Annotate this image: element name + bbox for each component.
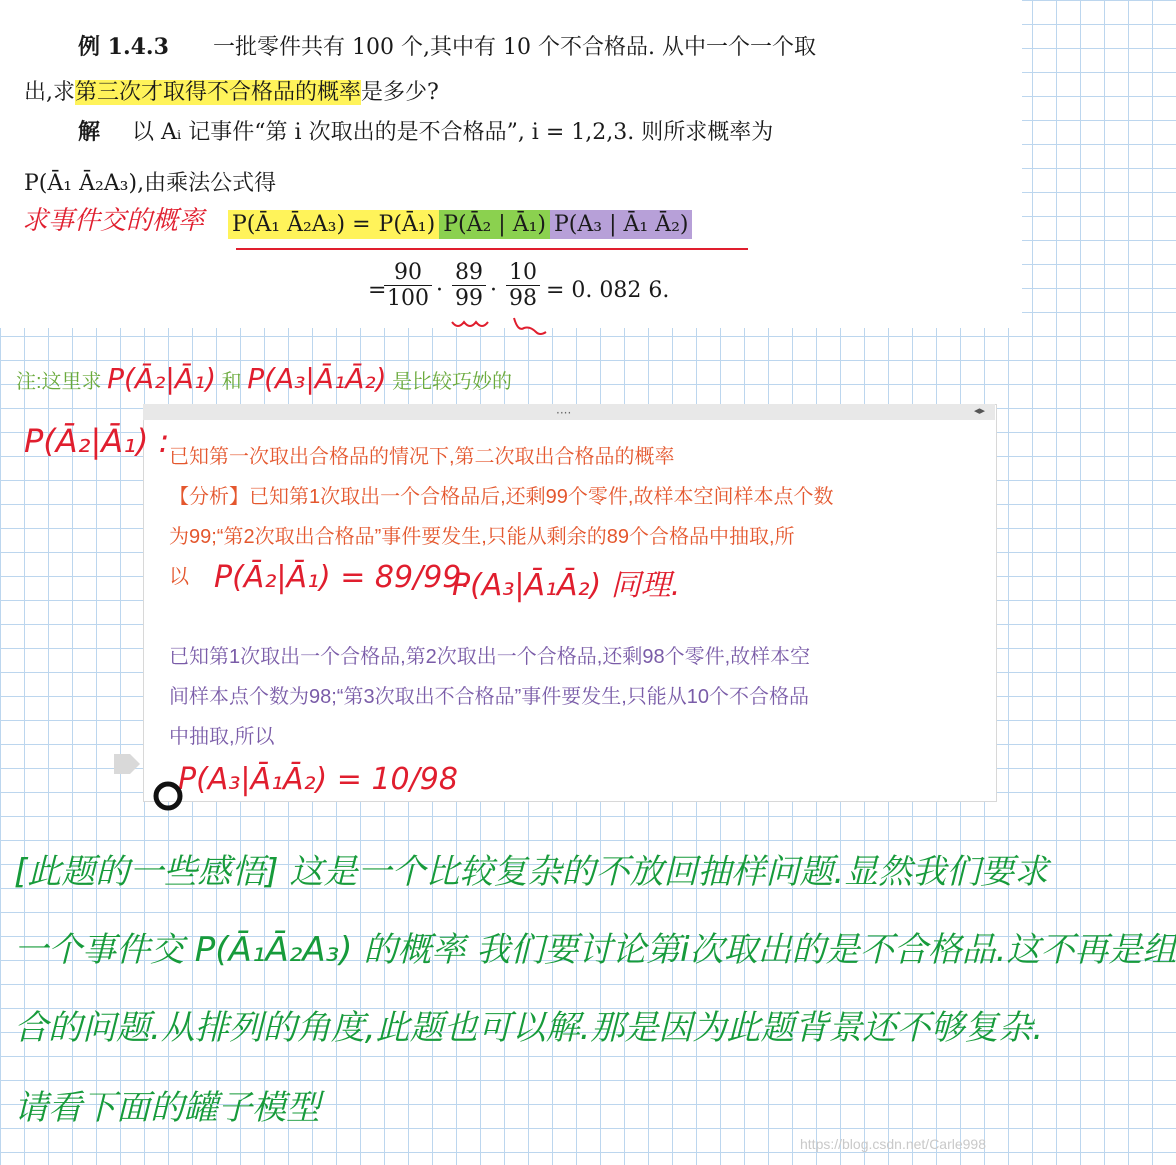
example-line2-suffix: 是多少? xyxy=(361,80,439,105)
solution-line2: P(Ā₁ Ā₂A₃),由乘法公式得 xyxy=(24,171,277,196)
reflection-line1: [此题的一些感悟] 这是一个比较复杂的不放回抽样问题.显然我们要求 xyxy=(14,852,1049,892)
orange-line4: 以 xyxy=(169,566,189,588)
purple-line2: 间样本点个数为98;“第3次取出不合格品”事件要发生,只能从10个不合格品 xyxy=(169,686,810,708)
reflection-line2: 一个事件交 P(Ā₁Ā₂A₃) 的概率 我们要讨论第i次取出的是不合格品.这不再是组 xyxy=(14,930,1176,970)
handwritten-answer-3: P(A₃|Ā₁Ā₂) = 10/98 xyxy=(178,762,458,797)
resize-arrows-icon[interactable]: ◂▸ xyxy=(974,404,986,417)
formula-row xyxy=(228,212,692,237)
reflection-line3: 合的问题.从排列的角度,此题也可以解.那是因为此题背景还不够复杂. xyxy=(14,1008,1044,1048)
note-mid: 和 xyxy=(221,371,242,393)
fraction-3-num: 10 xyxy=(506,260,540,286)
fraction-1 xyxy=(384,260,432,311)
fraction-2-num: 89 xyxy=(452,260,486,286)
handwritten-side-note: 求事件交的概率 xyxy=(22,206,205,236)
dot-2: · xyxy=(490,278,497,303)
purple-line3: 中抽取,所以 xyxy=(169,726,275,748)
formula-term2: P(Ā₂ | Ā₁) xyxy=(439,210,550,239)
dot-1: · xyxy=(436,278,443,303)
formula-term1: P(Ā₁) xyxy=(375,210,440,239)
fraction-1-den: 100 xyxy=(387,286,429,311)
purple-line1: 已知第1次取出一个合格品,第2次取出一个合格品,还剩98个零件,故样本空 xyxy=(169,646,811,668)
example-line2-prefix: 出,求 xyxy=(24,80,75,105)
fraction-3-den: 98 xyxy=(509,286,537,311)
panel-side-label: P(Ā₂|Ā₁) : xyxy=(24,422,170,460)
fraction-3 xyxy=(506,260,540,311)
orange-line3: 为99;“第2次取出合格品”事件要发生,只能从剩余的89个合格品中抽取,所 xyxy=(169,526,795,548)
example-label: 例 1.4.3 xyxy=(78,34,169,60)
note-line xyxy=(16,362,512,395)
red-squiggles xyxy=(450,314,560,336)
handwritten-answer-2: P(A₃|Ā₁Ā₂) 同理. xyxy=(452,568,681,603)
solution-label: 解 xyxy=(78,119,101,145)
example-line1: 一批零件共有 100 个,其中有 10 个不合格品. 从中一个一个取 xyxy=(213,35,816,60)
formula-lhs: P(Ā₁ Ā₂A₃) = xyxy=(228,210,375,239)
expand-arrow-icon[interactable] xyxy=(112,752,142,776)
note-prefix: 注:这里求 xyxy=(16,371,102,393)
reflection-line4: 请看下面的罐子模型 xyxy=(14,1088,320,1128)
fraction-2-den: 99 xyxy=(455,286,483,311)
example-line2 xyxy=(24,75,439,106)
handwritten-answer-1: P(Ā₂|Ā₁) = 89/99. xyxy=(214,560,471,595)
orange-line1: 已知第一次取出合格品的情况下,第二次取出合格品的概率 xyxy=(169,446,675,468)
fraction-1-num: 90 xyxy=(384,260,432,286)
note-suffix: 是比较巧妙的 xyxy=(392,371,513,393)
note-expr2: P(A₃|Ā₁Ā₂) xyxy=(247,362,387,395)
solution-line1: 以 Aᵢ 记事件“第 i 次取出的是不合格品”, i = 1,2,3. 则所求概率为 xyxy=(132,120,774,145)
question-highlight: 第三次才取得不合格品的概率 xyxy=(75,80,362,105)
watermark: https://blog.csdn.net/Carle998 xyxy=(800,1136,987,1152)
red-underline xyxy=(236,248,748,250)
formula-result: = 0. 082 6. xyxy=(546,278,670,303)
orange-line2: 【分析】已知第1次取出一个合格品后,还剩99个零件,故样本空间样本点个数 xyxy=(169,486,834,508)
formula-eq: = xyxy=(368,278,387,303)
fraction-2 xyxy=(452,260,486,311)
formula-term3: P(A₃ | Ā₁ Ā₂) xyxy=(550,210,692,239)
drag-handle-icon[interactable]: ···· xyxy=(556,406,572,420)
note-expr1: P(Ā₂|Ā₁) xyxy=(107,362,217,395)
pen-cursor-icon xyxy=(150,778,186,814)
